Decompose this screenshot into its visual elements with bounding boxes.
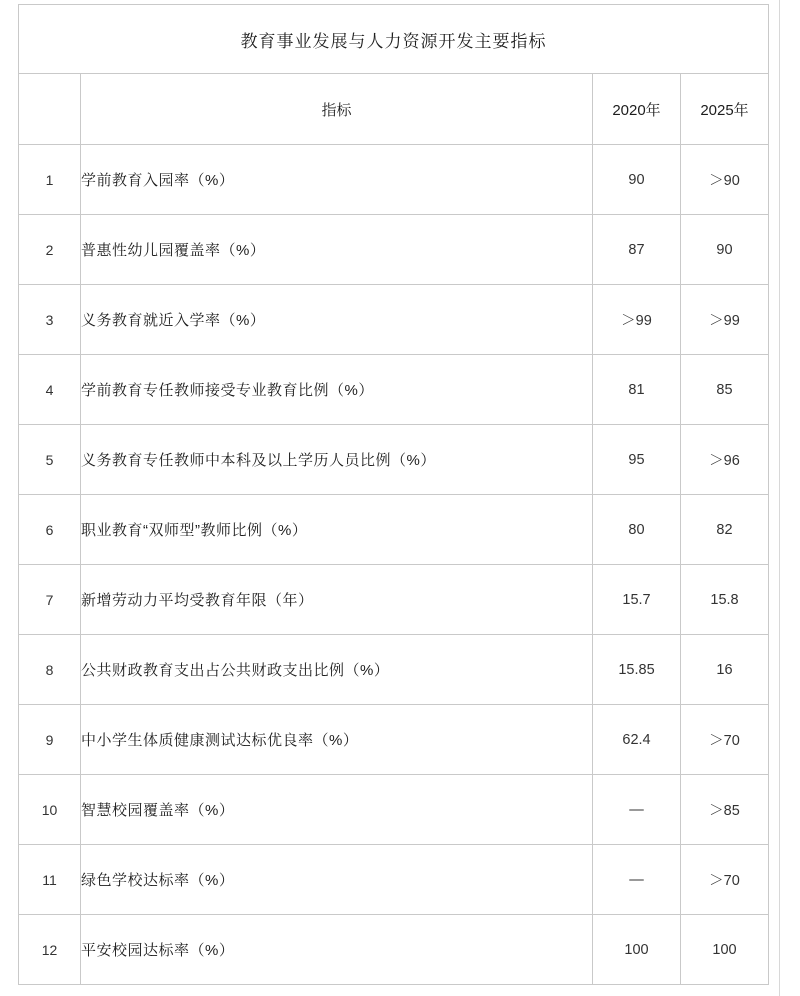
table-row [19,495,769,565]
row-index: 4 [19,355,81,425]
header-indicator: 指标 [81,74,593,145]
row-index: 5 [19,425,81,495]
header-year-2020: 2020年 [593,74,681,145]
row-value-2025: ＞70 [681,845,769,915]
row-value-2020: 80 [593,495,681,565]
row-index: 1 [19,145,81,215]
row-value-2020: 90 [593,145,681,215]
row-index: 2 [19,215,81,285]
table-row [19,565,769,635]
table-row [19,635,769,705]
table-row [19,845,769,915]
row-value-2025: 100 [681,915,769,985]
row-value-2020: — [593,845,681,915]
row-value-2020: 15.85 [593,635,681,705]
row-value-2025: ＞96 [681,425,769,495]
row-indicator-name: 中小学生体质健康测试达标优良率（%） [81,705,593,775]
indicator-table [18,4,769,985]
row-value-2020: 95 [593,425,681,495]
row-indicator-name: 职业教育“双师型”教师比例（%） [81,495,593,565]
table-row [19,705,769,775]
page-edge-rule [779,0,780,996]
row-value-2025: ＞70 [681,705,769,775]
indicator-table-wrapper [18,4,768,985]
row-value-2020: 100 [593,915,681,985]
row-index: 6 [19,495,81,565]
row-indicator-name: 学前教育专任教师接受专业教育比例（%） [81,355,593,425]
row-index: 10 [19,775,81,845]
row-value-2025: 15.8 [681,565,769,635]
table-header-row [19,74,769,145]
row-value-2020: 87 [593,215,681,285]
row-index: 3 [19,285,81,355]
row-indicator-name: 义务教育专任教师中本科及以上学历人员比例（%） [81,425,593,495]
table-row [19,215,769,285]
row-indicator-name: 义务教育就近入学率（%） [81,285,593,355]
table-row [19,915,769,985]
row-indicator-name: 普惠性幼儿园覆盖率（%） [81,215,593,285]
table-row [19,775,769,845]
header-year-2025: 2025年 [681,74,769,145]
row-value-2025: 85 [681,355,769,425]
row-index: 9 [19,705,81,775]
row-value-2020: 15.7 [593,565,681,635]
row-value-2020: 81 [593,355,681,425]
row-value-2020: 62.4 [593,705,681,775]
row-value-2020: — [593,775,681,845]
table-row [19,145,769,215]
row-index: 11 [19,845,81,915]
table-row [19,285,769,355]
row-value-2025: 90 [681,215,769,285]
row-value-2025: 16 [681,635,769,705]
header-index [19,74,81,145]
row-value-2025: ＞85 [681,775,769,845]
row-indicator-name: 学前教育入园率（%） [81,145,593,215]
row-index: 12 [19,915,81,985]
row-indicator-name: 新增劳动力平均受教育年限（年） [81,565,593,635]
row-value-2025: 82 [681,495,769,565]
table-title: 教育事业发展与人力资源开发主要指标 [19,5,769,74]
table-row [19,355,769,425]
row-indicator-name: 平安校园达标率（%） [81,915,593,985]
table-row [19,425,769,495]
row-index: 8 [19,635,81,705]
row-index: 7 [19,565,81,635]
row-value-2025: ＞99 [681,285,769,355]
row-indicator-name: 公共财政教育支出占公共财政支出比例（%） [81,635,593,705]
row-indicator-name: 智慧校园覆盖率（%） [81,775,593,845]
row-indicator-name: 绿色学校达标率（%） [81,845,593,915]
row-value-2025: ＞90 [681,145,769,215]
table-title-row [19,5,769,74]
row-value-2020: ＞99 [593,285,681,355]
